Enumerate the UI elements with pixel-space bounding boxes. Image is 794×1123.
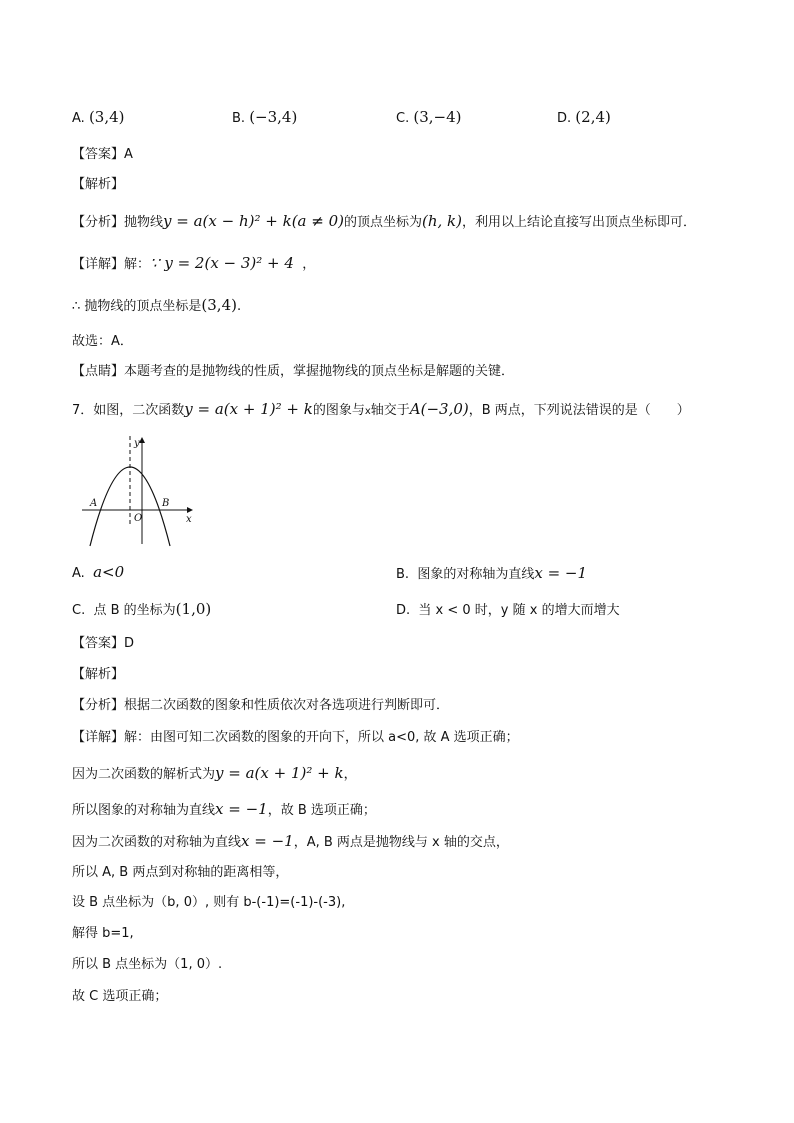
q6-option-b: B. (−3,4)	[232, 108, 298, 126]
origin-label: O	[134, 513, 143, 524]
q6-dianjing: 【点睛】本题考查的是抛物线的性质，掌握抛物线的顶点坐标是解题的关键．	[72, 364, 515, 379]
q6-jiexi-label: 【解析】	[72, 177, 125, 192]
q7-option-c: C. 点 B 的坐标为(1,0)	[72, 600, 212, 618]
q7-line-9: 故 C 选项正确；	[72, 989, 168, 1004]
q6-answer: 【答案】A	[72, 147, 133, 162]
q7-xiangjie: 【详解】解：由图可知二次函数的图象的开向下，所以 a<0, 故 A 选项正确；	[72, 730, 519, 745]
q6-choice: 故选：A．	[72, 334, 133, 349]
q7-stem: 7．如图，二次函数y = a(x + 1)² + k的图象与x轴交于A(−3,0)，B 两点，下列说法错误的是（ ）	[72, 400, 690, 418]
point-a-label: A	[90, 498, 98, 509]
point-b-label: B	[162, 498, 170, 509]
q7-jiexi-label: 【解析】	[72, 667, 125, 682]
q6-fenxi: 【分析】抛物线y = a(x − h)² + k(a ≠ 0)的顶点坐标为(h, k)，利用以上结论直接写出顶点坐标即可．	[72, 212, 697, 230]
x-axis-label: x	[186, 514, 192, 525]
parabola-graph	[78, 434, 198, 548]
q7-line-6: 设 B 点坐标为（b, 0）, 则有 b-(-1)=(-1)-(-3),	[72, 895, 346, 910]
q7-option-b: B. 图象的对称轴为直线x = −1	[396, 564, 588, 582]
q7-line-7: 解得 b=1,	[72, 926, 134, 941]
q7-option-d: D. 当 x < 0 时，y 随 x 的增大而增大	[396, 603, 620, 618]
q7-line-2: 因为二次函数的解析式为y = a(x + 1)² + k，	[72, 764, 357, 782]
q7-option-a: A. a<0	[72, 563, 125, 581]
q7-line-3: 所以图象的对称轴为直线x = −1，故 B 选项正确；	[72, 800, 376, 818]
q7-fenxi: 【分析】根据二次函数的图象和性质依次对各选项进行判断即可．	[72, 698, 450, 713]
q6-option-d: D. (2,4)	[557, 108, 611, 126]
q6-option-a: A. (3,4)	[72, 108, 125, 126]
q7-line-8: 所以 B 点坐标为（1, 0）.	[72, 957, 223, 972]
q7-line-4: 因为二次函数的对称轴为直线x = −1，A, B 两点是抛物线与 x 轴的交点，	[72, 832, 509, 850]
q7-line-5: 所以 A, B 两点到对称轴的距离相等，	[72, 865, 289, 880]
q6-therefore: ∴ 抛物线的顶点坐标是(3,4).	[72, 296, 242, 314]
q6-option-c: C. (3,−4)	[396, 108, 462, 126]
q7-answer: 【答案】D	[72, 636, 135, 651]
q6-xiangjie: 【详解】解：∵ y = 2(x − 3)² + 4 ，	[72, 254, 316, 272]
y-axis-label: y	[134, 438, 140, 449]
